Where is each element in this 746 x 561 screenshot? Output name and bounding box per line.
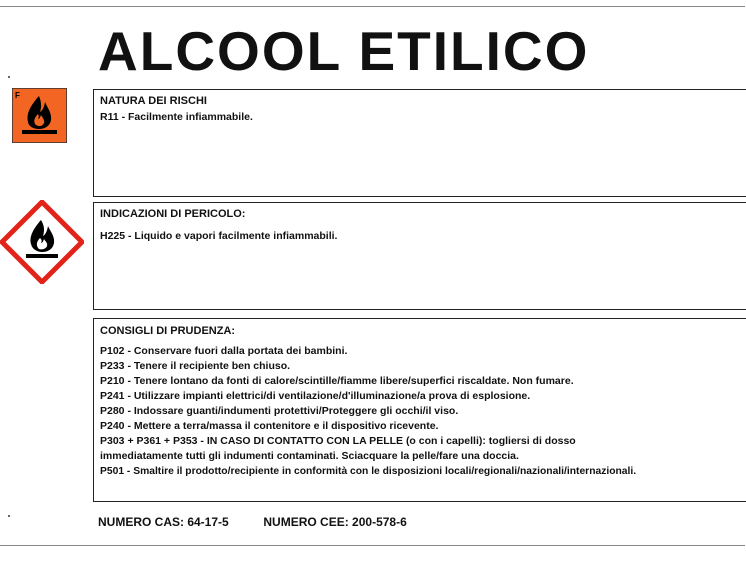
precaution-line: P501 - Smaltire il prodotto/recipiente in conformità con le disposizioni locali/regionali/nazionali/internazionali. bbox=[100, 466, 637, 477]
hazard-line: H225 - Liquido e vapori facilmente infiammabili. bbox=[100, 230, 338, 242]
precaution-line: P280 - Indossare guanti/indumenti protettivi/Proteggere gli occhi/il viso. bbox=[100, 405, 459, 417]
cee-number: NUMERO CEE: 200-578-6 bbox=[263, 515, 407, 529]
corner-mark bbox=[8, 76, 10, 78]
precaution-line: P102 - Conservare fuori dalla portata dei bambini. bbox=[100, 345, 348, 357]
page-title: ALCOOL ETILICO bbox=[98, 20, 590, 82]
risks-heading: NATURA DEI RISCHI bbox=[100, 95, 207, 107]
precaution-line: P240 - Mettere a terra/massa il contenitore e il dispositivo ricevente. bbox=[100, 420, 439, 432]
precaution-line: P303 + P361 + P353 - IN CASO DI CONTATTO CON LA PELLE (o con i capelli): togliersi di dosso bbox=[100, 435, 576, 447]
precaution-line: P241 - Utilizzare impianti elettrici/di ventilazione/d'illuminazione/a prova di esplosione. bbox=[100, 390, 531, 402]
precaution-line: P233 - Tenere il recipiente ben chiuso. bbox=[100, 360, 291, 372]
hazard-section bbox=[93, 202, 746, 310]
flame-orange-square-icon bbox=[12, 88, 67, 143]
risk-line: R11 - Facilmente infiammabile. bbox=[100, 111, 253, 123]
pictogram-letter: F bbox=[15, 91, 20, 100]
precaution-line: immediatamente tutti gli indumenti contaminati. Sciacquare la pelle/fare una doccia. bbox=[100, 450, 519, 462]
precautions-heading: CONSIGLI DI PRUDENZA: bbox=[100, 325, 236, 337]
hazard-heading: INDICAZIONI DI PERICOLO: bbox=[100, 208, 246, 220]
risks-section bbox=[93, 89, 746, 197]
flame-ghs-diamond-icon bbox=[0, 200, 84, 284]
cas-number: NUMERO CAS: 64-17-5 bbox=[98, 515, 229, 529]
precaution-line: P210 - Tenere lontano da fonti di calore/scintille/fiamme libere/superfici riscaldate. Non fumare. bbox=[100, 375, 574, 387]
precautions-section bbox=[93, 318, 746, 502]
corner-mark bbox=[8, 515, 10, 517]
label-sheet bbox=[0, 6, 745, 546]
identifiers-footer bbox=[98, 515, 407, 529]
